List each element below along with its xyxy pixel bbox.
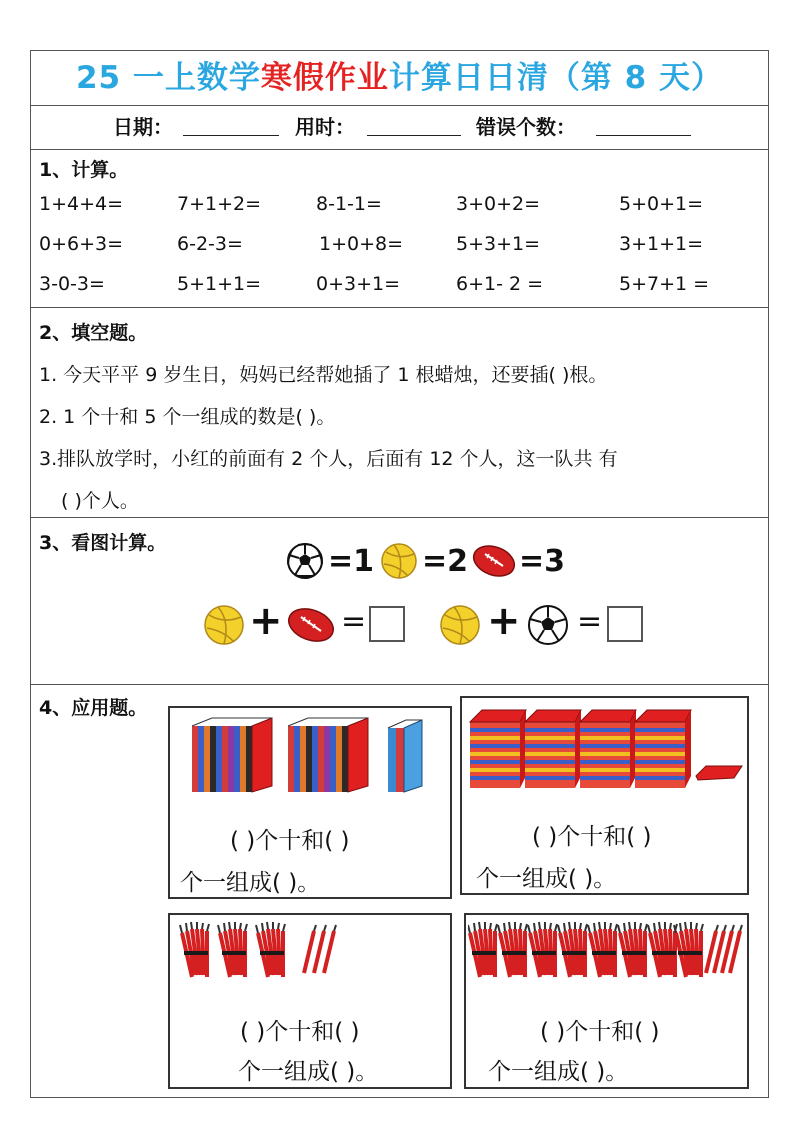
title-part-1: 25 一上数学 — [75, 60, 261, 96]
date-label: 日期： — [113, 115, 173, 139]
soccer-ball-icon — [527, 604, 569, 646]
rugby-value: =3 — [519, 544, 566, 579]
problem-card-pencils-33 — [168, 913, 452, 1089]
card-line-2: 个一组成( )。 — [238, 1059, 379, 1085]
card-line-2: 个一组成( )。 — [488, 1059, 629, 1085]
book-stacks-illustration — [468, 704, 746, 794]
answer-box[interactable] — [369, 606, 405, 642]
calc-item: 6+1- 2 = — [456, 273, 544, 295]
title-part-3: 计算日日清（第 8 天） — [388, 60, 724, 96]
books-illustration — [190, 716, 440, 796]
section-4-title: 4、应用题。 — [39, 697, 148, 719]
question-3-line-1: 3.排队放学时，小红的前面有 2 个人，后面有 12 个人，这一队共 有 — [39, 448, 618, 470]
card-line-2: 个一组成( )。 — [180, 870, 321, 896]
rugby-ball-icon — [471, 542, 517, 580]
section-fill-blank — [31, 308, 768, 518]
problem-card-books-25 — [168, 706, 452, 899]
soccer-ball-icon — [286, 542, 324, 580]
card-line-1: ( )个十和( ) — [230, 828, 350, 854]
volleyball-icon — [439, 604, 481, 646]
title-part-2: 寒假作业 — [260, 60, 389, 96]
card-line-1: ( )个十和( ) — [532, 824, 652, 850]
soccer-value: =1 — [328, 544, 375, 579]
time-label: 用时： — [295, 115, 355, 139]
calc-item: 3+0+2= — [456, 193, 541, 215]
volleyball-icon — [203, 604, 245, 646]
pencil-bundles-illustration — [178, 919, 378, 979]
pencil-bundles-illustration — [468, 919, 748, 979]
calc-item: 5+7+1 = — [619, 273, 710, 295]
calc-item: 5+1+1= — [177, 273, 262, 295]
section-2-title: 2、填空题。 — [39, 322, 148, 344]
calc-item: 1+4+4= — [39, 193, 124, 215]
section-word-problems — [31, 685, 768, 1097]
card-line-1: ( )个十和( ) — [540, 1019, 660, 1045]
page-title — [31, 51, 768, 106]
calc-item: 5+3+1= — [456, 233, 541, 255]
calc-item: 5+0+1= — [619, 193, 704, 215]
card-line-1: ( )个十和( ) — [240, 1019, 360, 1045]
calc-item: 6-2-3= — [177, 233, 243, 255]
calc-item: 7+1+2= — [177, 193, 262, 215]
plus-sign: + — [487, 598, 521, 644]
calc-item: 0+6+3= — [39, 233, 124, 255]
volleyball-value: =2 — [422, 544, 469, 579]
date-field[interactable] — [183, 135, 279, 136]
calc-item: 8-1-1= — [316, 193, 382, 215]
question-1: 1. 今天平平 9 岁生日，妈妈已经帮她插了 1 根蜡烛，还要插( )根。 — [39, 364, 608, 386]
equals-sign: = — [577, 604, 603, 639]
volleyball-icon — [380, 542, 418, 580]
problem-card-pencils-85 — [464, 913, 749, 1089]
rugby-ball-icon — [286, 604, 336, 646]
plus-sign: + — [249, 598, 283, 644]
worksheet — [30, 50, 769, 1098]
calc-item: 0+3+1= — [316, 273, 401, 295]
question-3-line-2: ( )个人。 — [61, 490, 139, 512]
equals-sign: = — [341, 604, 367, 639]
answer-box[interactable] — [607, 606, 643, 642]
calc-item: 3-0-3= — [39, 273, 105, 295]
info-row — [31, 105, 768, 150]
calc-item: 1+0+8= — [319, 233, 404, 255]
time-field[interactable] — [367, 135, 461, 136]
section-3-title: 3、看图计算。 — [39, 532, 167, 554]
section-calculation — [31, 149, 768, 308]
section-picture-calc — [31, 518, 768, 685]
problem-card-stacks-41 — [460, 696, 749, 895]
card-line-2: 个一组成( )。 — [476, 866, 617, 892]
section-1-title: 1、计算。 — [39, 159, 129, 181]
errors-field[interactable] — [596, 135, 691, 136]
question-2: 2. 1 个十和 5 个一组成的数是( )。 — [39, 406, 336, 428]
errors-label: 错误个数： — [476, 115, 576, 139]
calc-item: 3+1+1= — [619, 233, 704, 255]
